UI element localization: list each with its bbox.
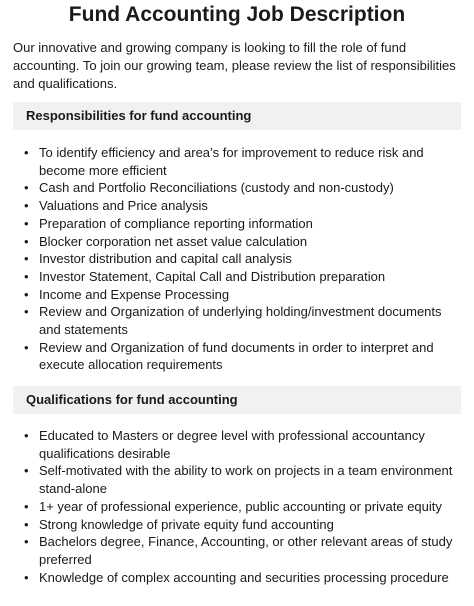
- list-item-text: Knowledge of complex accounting and securities processing procedure: [39, 569, 449, 585]
- page-title: Fund Accounting Job Description: [68, 3, 406, 26]
- list-item: [24, 268, 454, 286]
- list-item-text: Cash and Portfolio Reconciliations (custody and non-custody): [39, 180, 394, 196]
- bullet-icon: •: [24, 498, 29, 514]
- list-item: [24, 250, 454, 268]
- list-item-text: Bachelors degree, Finance, Accounting, or other relevant areas of study preferred: [39, 534, 453, 567]
- list-item-text: Income and Expense Processing: [39, 286, 230, 302]
- bullet-icon: •: [24, 304, 29, 320]
- list-item-text: Blocker corporation net asset value calculation: [39, 233, 308, 249]
- list-item-text: Review and Organization of fund documents in order to interpret and execute allocation requirements: [39, 339, 434, 373]
- list-item: [24, 233, 454, 251]
- bullet-icon: •: [24, 339, 29, 355]
- bullet-icon: •: [24, 569, 29, 585]
- list-item: [24, 569, 454, 587]
- list-item-text: Investor Statement, Capital Call and Distribution preparation: [39, 268, 386, 284]
- bullet-icon: •: [24, 534, 29, 550]
- list-item: [24, 533, 454, 568]
- list-item: [24, 144, 454, 179]
- list-item: [24, 179, 454, 197]
- list-item-text: Valuations and Price analysis: [39, 198, 208, 214]
- list-item-text: Strong knowledge of private equity fund accounting: [39, 516, 334, 532]
- list-item: [24, 339, 454, 374]
- list-item: [24, 427, 454, 462]
- list-item-text: 1+ year of professional experience, public accounting or private equity: [39, 498, 442, 514]
- list-item-text: Educated to Masters or degree level with professional accountancy qualifications desirable: [39, 428, 425, 461]
- list-item-text: Self-motivated with the ability to work on projects in a team environment stand-alone: [39, 463, 453, 497]
- qualifications-header: Qualifications for fund accounting: [13, 386, 461, 414]
- list-item: [24, 303, 454, 338]
- list-item: [24, 516, 454, 534]
- bullet-icon: •: [24, 215, 29, 231]
- list-item: [24, 498, 454, 516]
- list-item-text: Preparation of compliance reporting information: [39, 215, 313, 231]
- bullet-icon: •: [24, 286, 29, 302]
- list-item-text: Review and Organization of underlying holding/investment documents and statements: [39, 304, 442, 338]
- bullet-icon: •: [24, 198, 29, 214]
- bullet-icon: •: [24, 180, 29, 196]
- bullet-icon: •: [24, 428, 29, 443]
- bullet-icon: •: [24, 268, 29, 284]
- list-item: [24, 197, 454, 215]
- list-item: [24, 462, 454, 497]
- list-item: [24, 286, 454, 304]
- bullet-icon: •: [24, 463, 29, 479]
- list-item: [24, 215, 454, 233]
- intro-paragraph: Our innovative and growing company is looking to fill the role of fund accounting. To join our growing team, please review the list of responsibilities and qualifications.: [13, 40, 456, 91]
- bullet-icon: •: [24, 145, 29, 160]
- bullet-icon: •: [24, 251, 29, 267]
- qualifications-list: [24, 427, 454, 586]
- bullet-icon: •: [24, 233, 29, 249]
- list-item-text: Investor distribution and capital call analysis: [39, 251, 292, 267]
- bullet-icon: •: [24, 516, 29, 532]
- responsibilities-header: Responsibilities for fund accounting: [13, 102, 461, 130]
- responsibilities-list: [24, 144, 454, 374]
- list-item-text: To identify efficiency and area’s for improvement to reduce risk and become more efficient: [39, 145, 424, 178]
